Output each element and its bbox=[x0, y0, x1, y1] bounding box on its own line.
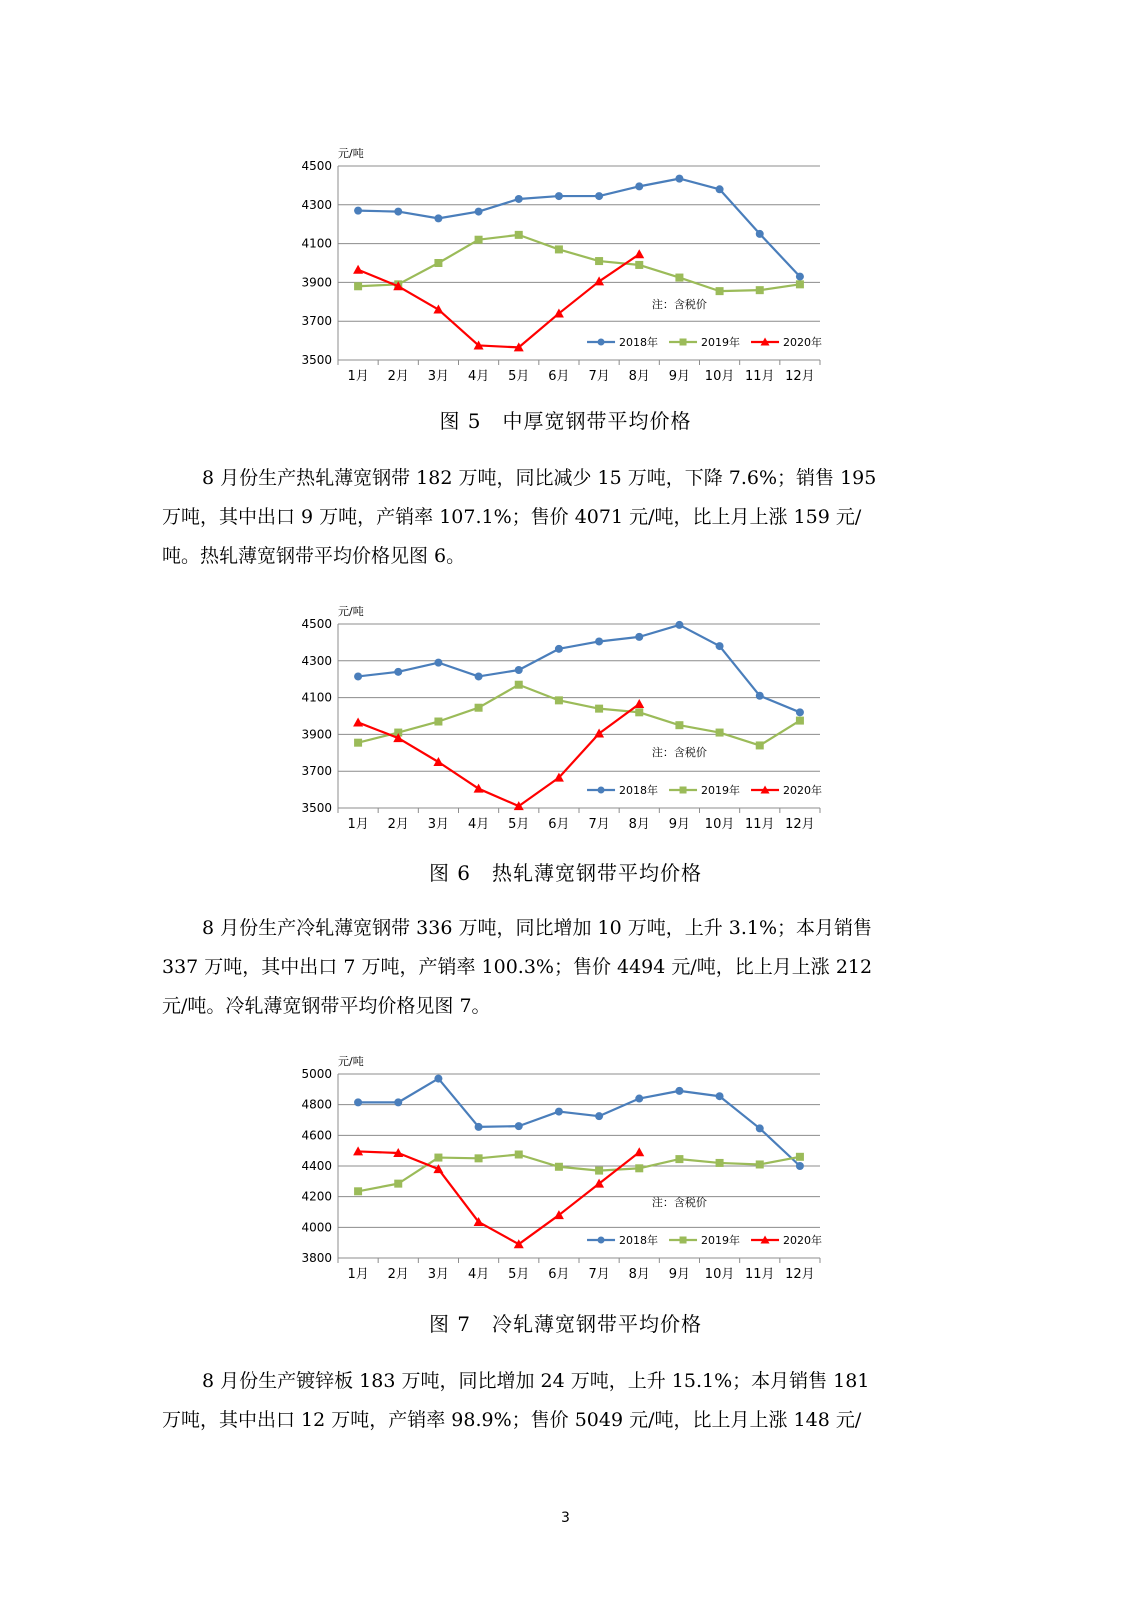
chart-fig5-svg bbox=[270, 142, 850, 392]
x-tick-label: 2月 bbox=[387, 1267, 409, 1282]
text-line: 元/吨。冷轧薄宽钢带平均价格见图 7。 bbox=[162, 995, 491, 1017]
x-tick-label: 9月 bbox=[668, 817, 691, 832]
data-point bbox=[595, 705, 603, 713]
data-point bbox=[394, 1098, 402, 1106]
x-tick-label: 4月 bbox=[467, 1267, 490, 1282]
legend-marker bbox=[680, 339, 687, 346]
legend-label: 2019年 bbox=[701, 1234, 741, 1247]
x-tick-label: 1月 bbox=[347, 817, 369, 832]
y-tick-label: 3900 bbox=[301, 275, 332, 290]
y-tick-label: 3900 bbox=[301, 727, 332, 742]
x-tick-label: 9月 bbox=[668, 1267, 691, 1282]
data-point bbox=[675, 274, 683, 282]
data-point bbox=[474, 784, 484, 793]
data-point bbox=[434, 1154, 442, 1162]
data-point bbox=[716, 287, 724, 295]
text-line: 吨。热轧薄宽钢带平均价格见图 6。 bbox=[162, 545, 466, 567]
data-point bbox=[675, 621, 683, 629]
y-tick-label: 4500 bbox=[301, 617, 332, 631]
y-tick-label: 3500 bbox=[301, 353, 332, 367]
y-tick-label: 4300 bbox=[301, 653, 332, 668]
data-point bbox=[716, 185, 724, 193]
x-tick-label: 7月 bbox=[588, 817, 610, 832]
legend-label: 2018年 bbox=[619, 1234, 659, 1247]
data-point bbox=[634, 699, 644, 708]
x-tick-label: 5月 bbox=[508, 1267, 530, 1282]
x-tick-label: 11月 bbox=[744, 369, 775, 384]
data-point bbox=[475, 1154, 483, 1162]
page-number: 3 bbox=[561, 1510, 570, 1526]
data-point bbox=[475, 236, 483, 244]
x-tick-label: 7月 bbox=[588, 369, 610, 384]
legend-marker bbox=[598, 1237, 605, 1244]
data-point bbox=[354, 672, 362, 680]
x-tick-label: 12月 bbox=[785, 369, 815, 384]
chart-fig6-svg bbox=[270, 600, 850, 840]
x-tick-label: 6月 bbox=[548, 817, 570, 832]
y-tick-label: 3500 bbox=[301, 801, 332, 815]
data-point bbox=[434, 259, 442, 267]
x-tick-label: 6月 bbox=[548, 369, 570, 384]
x-tick-label: 7月 bbox=[588, 1267, 610, 1282]
series-line-3 bbox=[358, 1151, 639, 1244]
data-point bbox=[716, 1092, 724, 1100]
x-tick-label: 12月 bbox=[785, 817, 815, 832]
chart-note: 注：含税价 bbox=[651, 746, 707, 759]
y-tick-label: 4100 bbox=[301, 690, 332, 705]
figure-caption-5: 图 5 中厚宽钢带平均价格 bbox=[439, 409, 692, 433]
data-point bbox=[756, 741, 764, 749]
data-point bbox=[354, 207, 362, 215]
data-point bbox=[394, 668, 402, 676]
y-tick-label: 4500 bbox=[301, 159, 332, 173]
chart-fig6 bbox=[270, 600, 850, 840]
x-tick-label: 10月 bbox=[704, 369, 735, 384]
data-point bbox=[635, 261, 643, 269]
data-point bbox=[434, 1075, 442, 1083]
x-tick-label: 1月 bbox=[347, 369, 369, 384]
data-point bbox=[675, 1155, 683, 1163]
series-line-1 bbox=[358, 179, 800, 277]
y-tick-label: 4300 bbox=[301, 197, 332, 212]
data-point bbox=[635, 1095, 643, 1103]
paragraph-1 bbox=[162, 459, 954, 576]
figure-caption-7: 图 7 冷轧薄宽钢带平均价格 bbox=[428, 1312, 703, 1336]
data-point bbox=[756, 1160, 764, 1168]
data-point bbox=[716, 642, 724, 650]
x-tick-label: 8月 bbox=[628, 1267, 650, 1282]
x-tick-label: 8月 bbox=[628, 817, 650, 832]
data-point bbox=[434, 214, 442, 222]
chart-fig7 bbox=[270, 1050, 850, 1290]
legend-marker bbox=[598, 339, 605, 346]
x-tick-label: 4月 bbox=[467, 369, 490, 384]
legend-label: 2020年 bbox=[783, 1234, 823, 1247]
data-point bbox=[595, 1112, 603, 1120]
legend-label: 2019年 bbox=[701, 336, 741, 349]
data-point bbox=[515, 195, 523, 203]
data-point bbox=[796, 708, 804, 716]
legend-label: 2020年 bbox=[783, 784, 823, 797]
y-tick-label: 3700 bbox=[301, 764, 332, 779]
x-tick-label: 8月 bbox=[628, 369, 650, 384]
paragraph-3 bbox=[162, 1362, 954, 1440]
y-unit-label: 元/吨 bbox=[338, 1055, 364, 1068]
data-point bbox=[595, 637, 603, 645]
data-point bbox=[595, 192, 603, 200]
legend-marker bbox=[680, 787, 687, 794]
text-line: 万吨，其中出口 12 万吨，产销率 98.9%；售价 5049 元/吨，比上月上涨 148 元/ bbox=[162, 1409, 862, 1431]
legend-label: 2020年 bbox=[783, 336, 823, 349]
series-line-3 bbox=[358, 254, 639, 347]
y-unit-label: 元/吨 bbox=[338, 605, 364, 618]
data-point bbox=[716, 1159, 724, 1167]
data-point bbox=[555, 192, 563, 200]
x-tick-label: 1月 bbox=[347, 1267, 369, 1282]
data-point bbox=[716, 729, 724, 737]
data-point bbox=[796, 1153, 804, 1161]
data-point bbox=[635, 708, 643, 716]
y-tick-label: 4800 bbox=[301, 1097, 332, 1112]
y-tick-label: 5000 bbox=[301, 1067, 332, 1081]
y-tick-label: 4000 bbox=[301, 1220, 332, 1235]
figure-caption-6: 图 6 热轧薄宽钢带平均价格 bbox=[428, 861, 703, 885]
data-point bbox=[515, 1122, 523, 1130]
y-tick-label: 4600 bbox=[301, 1128, 332, 1143]
text-line: 8 月份生产热轧薄宽钢带 182 万吨，同比减少 15 万吨，下降 7.6%；销售 195 bbox=[202, 467, 877, 489]
x-tick-label: 9月 bbox=[668, 369, 691, 384]
data-point bbox=[635, 1164, 643, 1172]
data-point bbox=[354, 1098, 362, 1106]
data-point bbox=[796, 1162, 804, 1170]
paragraph-2 bbox=[162, 909, 954, 1026]
x-tick-label: 10月 bbox=[704, 817, 735, 832]
data-point bbox=[353, 717, 363, 726]
chart-fig5 bbox=[270, 142, 850, 392]
data-point bbox=[756, 286, 764, 294]
series-line-2 bbox=[358, 1155, 800, 1192]
chart-note: 注：含税价 bbox=[651, 298, 707, 311]
chart-fig7-svg bbox=[270, 1050, 850, 1290]
text-line: 337 万吨，其中出口 7 万吨，产销率 100.3%；售价 4494 元/吨，比上月上涨 212 bbox=[162, 956, 873, 978]
data-point bbox=[354, 1187, 362, 1195]
x-tick-label: 6月 bbox=[548, 1267, 570, 1282]
series-line-1 bbox=[358, 1079, 800, 1166]
series-line-2 bbox=[358, 685, 800, 746]
data-point bbox=[475, 704, 483, 712]
legend-marker bbox=[598, 787, 605, 794]
y-tick-label: 4400 bbox=[301, 1159, 332, 1173]
x-tick-label: 3月 bbox=[427, 1267, 450, 1282]
data-point bbox=[635, 182, 643, 190]
legend-marker bbox=[680, 1237, 687, 1244]
data-point bbox=[354, 739, 362, 747]
data-point bbox=[434, 659, 442, 667]
data-point bbox=[796, 280, 804, 288]
data-point bbox=[394, 208, 402, 216]
data-point bbox=[555, 645, 563, 653]
data-point bbox=[756, 692, 764, 700]
text-line: 8 月份生产冷轧薄宽钢带 336 万吨，同比增加 10 万吨，上升 3.1%；本月销售 bbox=[202, 917, 873, 939]
x-tick-label: 11月 bbox=[744, 817, 775, 832]
data-point bbox=[675, 721, 683, 729]
data-point bbox=[555, 696, 563, 704]
data-point bbox=[354, 282, 362, 290]
data-point bbox=[675, 1087, 683, 1095]
x-tick-label: 10月 bbox=[704, 1267, 735, 1282]
x-tick-label: 11月 bbox=[744, 1267, 775, 1282]
x-tick-label: 2月 bbox=[387, 817, 409, 832]
y-tick-label: 4200 bbox=[301, 1189, 332, 1204]
y-unit-label: 元/吨 bbox=[338, 147, 364, 160]
data-point bbox=[555, 245, 563, 253]
y-tick-label: 3800 bbox=[301, 1251, 332, 1265]
data-point bbox=[555, 1163, 563, 1171]
data-point bbox=[433, 757, 443, 766]
series-line-1 bbox=[358, 625, 800, 712]
x-tick-label: 4月 bbox=[467, 817, 490, 832]
data-point bbox=[555, 1108, 563, 1116]
data-point bbox=[796, 273, 804, 281]
text-line: 8 月份生产镀锌板 183 万吨，同比增加 24 万吨，上升 15.1%；本月销售 181 bbox=[202, 1370, 870, 1392]
data-point bbox=[515, 231, 523, 239]
data-point bbox=[353, 265, 363, 274]
data-point bbox=[796, 717, 804, 725]
data-point bbox=[756, 230, 764, 238]
text-line: 万吨，其中出口 9 万吨，产销率 107.1%；售价 4071 元/吨，比上月上涨 159 元/ bbox=[162, 506, 862, 528]
data-point bbox=[475, 1123, 483, 1131]
legend-label: 2019年 bbox=[701, 784, 741, 797]
data-point bbox=[434, 718, 442, 726]
chart-note: 注：含税价 bbox=[651, 1196, 707, 1209]
x-tick-label: 5月 bbox=[508, 369, 530, 384]
x-tick-label: 3月 bbox=[427, 817, 450, 832]
data-point bbox=[433, 305, 443, 314]
data-point bbox=[475, 208, 483, 216]
legend-label: 2018年 bbox=[619, 336, 659, 349]
data-point bbox=[515, 666, 523, 674]
data-point bbox=[635, 633, 643, 641]
x-tick-label: 3月 bbox=[427, 369, 450, 384]
data-point bbox=[595, 257, 603, 265]
y-tick-label: 4100 bbox=[301, 236, 332, 251]
data-point bbox=[675, 175, 683, 183]
x-tick-label: 2月 bbox=[387, 369, 409, 384]
legend-label: 2018年 bbox=[619, 784, 659, 797]
data-point bbox=[515, 1151, 523, 1159]
x-tick-label: 12月 bbox=[785, 1267, 815, 1282]
y-tick-label: 3700 bbox=[301, 314, 332, 329]
data-point bbox=[475, 672, 483, 680]
data-point bbox=[756, 1124, 764, 1132]
data-point bbox=[595, 1167, 603, 1175]
data-point bbox=[515, 681, 523, 689]
data-point bbox=[394, 1180, 402, 1188]
x-tick-label: 5月 bbox=[508, 817, 530, 832]
data-point bbox=[634, 249, 644, 258]
data-point bbox=[634, 1147, 644, 1156]
